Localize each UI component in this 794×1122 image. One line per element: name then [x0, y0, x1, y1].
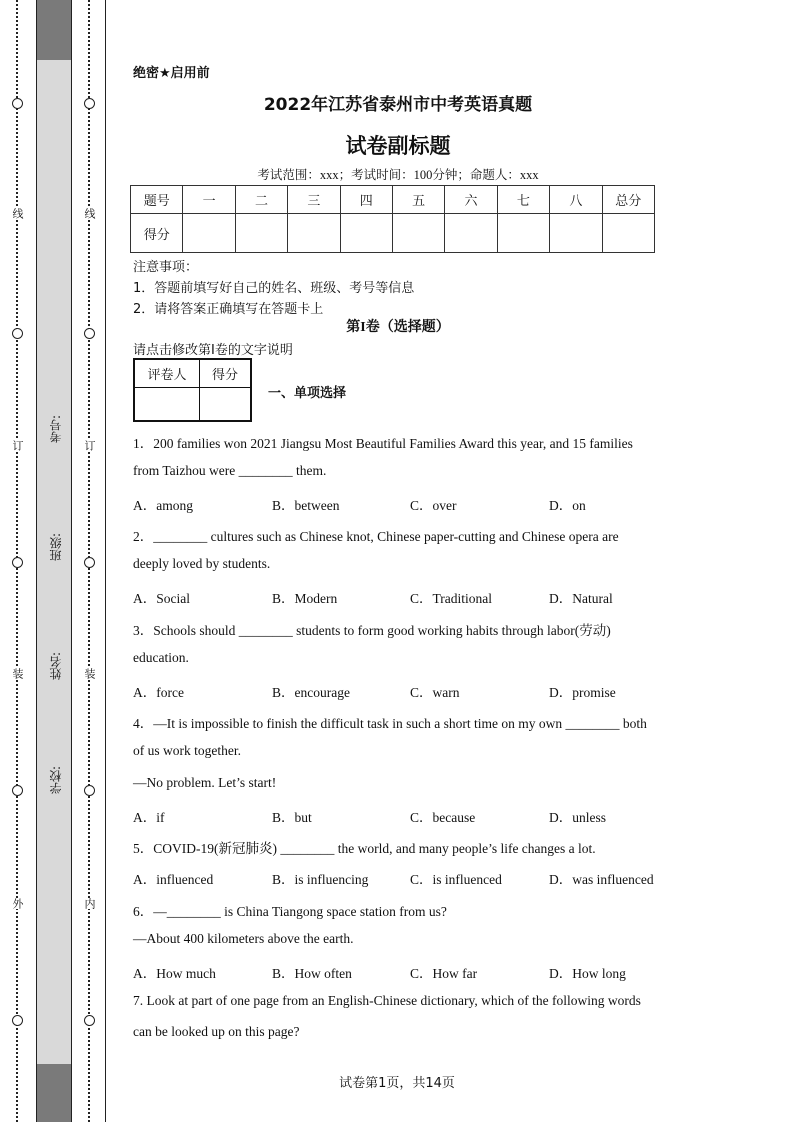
option-d[interactable]: D．promise [549, 685, 616, 700]
volume-description[interactable]: 请点击修改第I卷的文字说明 [133, 343, 293, 358]
section-title: 一、单项选择 [268, 386, 347, 401]
field-exam-id: 考号: [49, 415, 63, 444]
binding-label-line: 线 [11, 208, 24, 219]
page-footer: 试卷第1页，共14页 [339, 1076, 455, 1091]
option-b[interactable]: B．but [272, 810, 312, 825]
grader-header-cell: 得分 [200, 359, 252, 387]
option-c[interactable]: C．because [410, 810, 476, 825]
grader-cell[interactable] [200, 387, 252, 421]
notes-item: 2．请将答案正确填写在答题卡上 [133, 302, 324, 317]
option-d[interactable]: D．on [549, 498, 586, 513]
binding-strip-outer [0, 0, 36, 1122]
grader-header-row [134, 359, 251, 387]
binding-label-bind: 订 [83, 440, 96, 451]
score-header-cell: 一 [183, 186, 235, 214]
binding-label-side: 内 [83, 898, 96, 909]
binding-hole-circle [12, 328, 23, 339]
option-b[interactable]: B．How often [272, 966, 352, 981]
binding-hole-circle [84, 1015, 95, 1026]
question-text: 5．COVID-19(新冠肺炎) ________ the world, and many people’s life changes a lot. [133, 841, 596, 856]
option-a[interactable]: A．influenced [133, 872, 214, 887]
binding-hole-circle [12, 98, 23, 109]
binding-strip-inner [72, 0, 106, 1122]
question-text: 4．—It is impossible to finish the difficult task in such a short time on my own ________ both [133, 716, 647, 731]
strip-cap-top [37, 0, 71, 60]
question-text: education. [133, 650, 189, 665]
volume-title: 第I卷（选择题） [346, 320, 450, 335]
option-a[interactable]: A．Social [133, 591, 190, 606]
option-b[interactable]: B．between [272, 498, 340, 513]
score-cell[interactable] [497, 214, 549, 253]
option-c[interactable]: C．is influenced [410, 872, 502, 887]
binding-hole-circle [12, 1015, 23, 1026]
score-cell[interactable] [235, 214, 287, 253]
score-header-cell: 八 [550, 186, 602, 214]
score-header-cell: 二 [235, 186, 287, 214]
score-cell[interactable] [392, 214, 444, 253]
option-d[interactable]: D．Natural [549, 591, 613, 606]
option-a[interactable]: A．if [133, 810, 165, 825]
option-c[interactable]: C．over [410, 498, 457, 513]
binding-hole-circle [84, 328, 95, 339]
option-c[interactable]: C．Traditional [410, 591, 493, 606]
score-cell[interactable] [340, 214, 392, 253]
option-b[interactable]: B．encourage [272, 685, 350, 700]
grader-table [133, 358, 252, 422]
option-a[interactable]: A．force [133, 685, 184, 700]
question-text: —About 400 kilometers above the earth. [133, 931, 354, 946]
score-cell[interactable] [445, 214, 497, 253]
question-text: of us work together. [133, 743, 241, 758]
binding-label-bind: 订 [11, 440, 24, 451]
binding-strip-info [36, 0, 72, 1122]
score-header-cell: 总分 [602, 186, 654, 214]
binding-hole-circle [84, 785, 95, 796]
question-text: 7. Look at part of one page from an English-Chinese dictionary, which of the following words [133, 993, 641, 1008]
score-header-cell: 六 [445, 186, 497, 214]
score-header-cell: 七 [497, 186, 549, 214]
question-text: deeply loved by students. [133, 556, 271, 571]
option-b[interactable]: B．is influencing [272, 872, 369, 887]
option-c[interactable]: C．warn [410, 685, 460, 700]
score-header-cell: 题号 [131, 186, 183, 214]
binding-label-side: 外 [11, 898, 24, 909]
score-header-cell: 四 [340, 186, 392, 214]
score-table [130, 185, 655, 253]
score-header-cell: 三 [288, 186, 340, 214]
field-name: 姓名: [49, 652, 63, 681]
binding-label-pack: 装 [11, 668, 24, 679]
notes-title: 注意事项： [133, 260, 199, 275]
question-text: 6．—________ is China Tiangong space station from us? [133, 904, 447, 919]
score-cell[interactable] [288, 214, 340, 253]
score-table-score-row [131, 214, 655, 253]
binding-hole-circle [84, 98, 95, 109]
score-table-header-row [131, 186, 655, 214]
score-row-label: 得分 [131, 214, 183, 253]
question-text: 1．200 families won 2021 Jiangsu Most Beautiful Families Award this year, and 15 families [133, 436, 633, 451]
field-class: 班级: [49, 533, 63, 562]
binding-hole-circle [84, 557, 95, 568]
binding-label-pack: 装 [83, 668, 96, 679]
field-school: 学校: [49, 766, 63, 795]
option-c[interactable]: C．How far [410, 966, 478, 981]
question-text: from Taizhou were ________ them. [133, 463, 327, 478]
notes-item: 1．答题前填写好自己的姓名、班级、考号等信息 [133, 281, 415, 296]
secret-label: 绝密★启用前 [133, 66, 210, 81]
binding-hole-circle [12, 557, 23, 568]
option-d[interactable]: D．unless [549, 810, 606, 825]
page-title: 2022年江苏省泰州市中考英语真题 [263, 95, 533, 115]
option-a[interactable]: A．How much [133, 966, 216, 981]
option-b[interactable]: B．Modern [272, 591, 338, 606]
page-subtitle: 试卷副标题 [345, 134, 451, 158]
question-text: 3．Schools should ________ students to form good working habits through labor(劳动) [133, 623, 611, 638]
grader-blank-row [134, 387, 251, 421]
grader-cell[interactable] [134, 387, 200, 421]
question-text: —No problem. Let’s start! [133, 775, 277, 790]
option-d[interactable]: D．was influenced [549, 872, 654, 887]
question-text: can be looked up on this page? [133, 1024, 300, 1039]
notes-block [133, 257, 414, 320]
score-cell[interactable] [602, 214, 654, 253]
binding-label-line: 线 [83, 208, 96, 219]
score-cell[interactable] [183, 214, 235, 253]
score-header-cell: 五 [392, 186, 444, 214]
binding-hole-circle [12, 785, 23, 796]
option-a[interactable]: A．among [133, 498, 193, 513]
grader-header-cell: 评卷人 [134, 359, 200, 387]
exam-info: 考试范围：xxx；考试时间：100分钟；命题人：xxx [257, 168, 539, 182]
question-text: 2．________ cultures such as Chinese knot, Chinese paper-cutting and Chinese opera are [133, 529, 619, 544]
option-d[interactable]: D．How long [549, 966, 626, 981]
score-cell[interactable] [550, 214, 602, 253]
